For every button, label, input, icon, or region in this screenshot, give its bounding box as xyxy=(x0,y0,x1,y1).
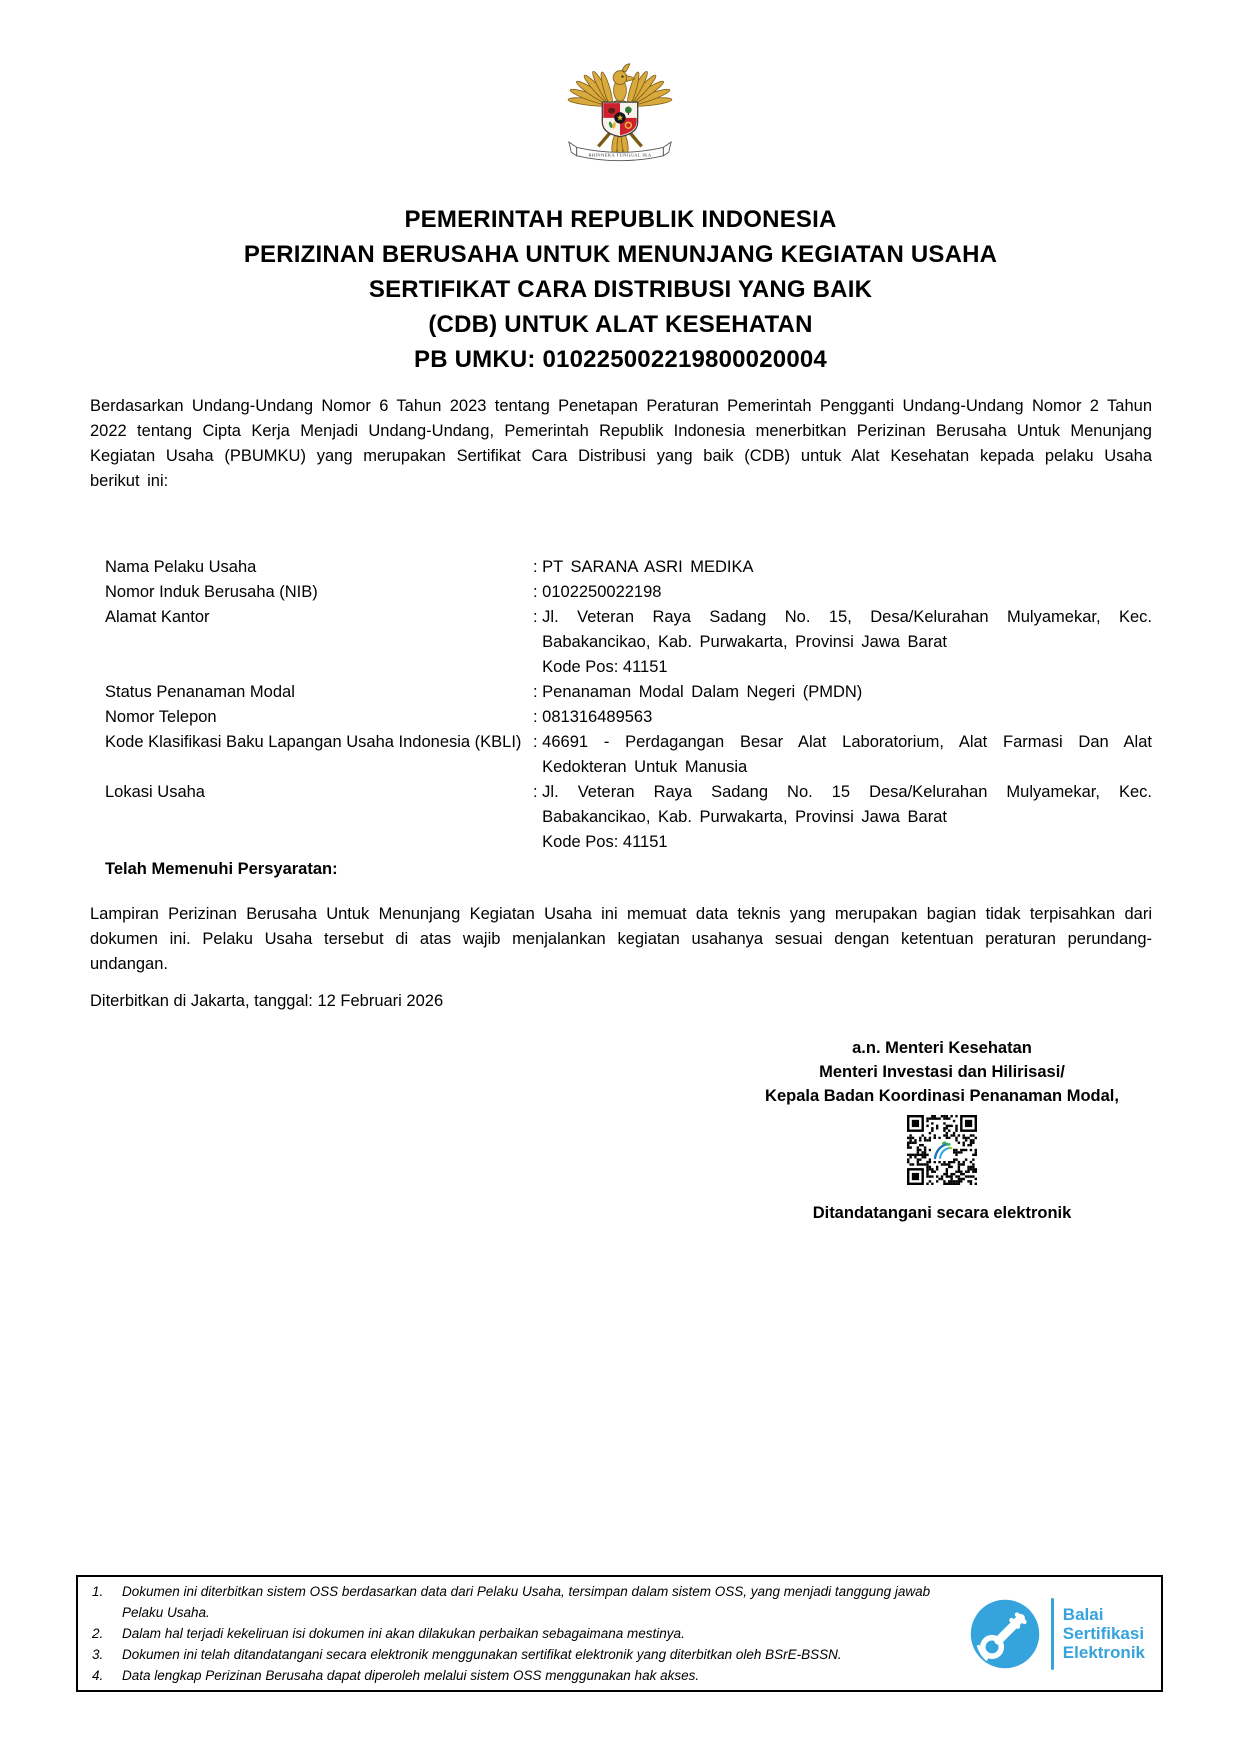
signature-line-an-menteri: a.n. Menteri Kesehatan xyxy=(852,1039,1032,1057)
garuda-pancasila-emblem xyxy=(561,56,679,168)
emblem-motto: BHINNEKA TUNGGAL IKA xyxy=(588,152,652,158)
logo-divider xyxy=(1051,1598,1054,1670)
colon: : xyxy=(533,608,543,626)
colon: : xyxy=(533,683,543,701)
intro-paragraph: Berdasarkan Undang-Undang Nomor 6 Tahun 2023 tentang Penetapan Peraturan Pemerintah Pengganti Undang-Undang Nomor 2 Tahun 2022 tentang Cipta Kerja Menjadi Undang-Undang, Pemerintah Republik Indonesia menerbitkan Perizinan Berusaha Untuk Menunjang Kegiatan Usaha (PBUMKU) yang merupakan Sertifikat Cara Distribusi yang baik (CDB) untuk Alat Kesehatan kepada pelaku Usaha berikut ini: xyxy=(90,397,1152,490)
footer-note: Dokumen ini diterbitkan sistem OSS berdasarkan data dari Pelaku Usaha, tersimpan dalam sistem OSS, yang menjadi tanggung jawab Pelaku Usaha. xyxy=(122,1584,931,1620)
field-value-postal-code: Kode Pos: 41151 xyxy=(542,833,668,851)
field-value: Penanaman Modal Dalam Negeri (PMDN) xyxy=(542,683,863,701)
footer-note: Data lengkap Perizinan Berusaha dapat diperoleh melalui sistem OSS menggunakan hak akses. xyxy=(122,1668,700,1683)
star-icon: ★ xyxy=(616,112,624,123)
field-label: Alamat Kantor xyxy=(105,608,210,626)
field-label: Nomor Telepon xyxy=(105,708,217,726)
field-label: Nomor Induk Berusaha (NIB) xyxy=(105,583,318,601)
key-icon xyxy=(968,1597,1042,1671)
qr-code xyxy=(907,1115,977,1185)
field-label: Status Penanaman Modal xyxy=(105,683,295,701)
colon: : xyxy=(533,733,543,751)
bkpm-logo-icon xyxy=(931,1139,953,1161)
business-fields xyxy=(105,555,1152,855)
footer-note: Dokumen ini telah ditandatangani secara elektronik menggunakan sertifikat elektronik yang diterbitkan oleh BSrE-BSSN. xyxy=(122,1647,842,1662)
field-row-nama-pelaku-usaha xyxy=(105,555,1152,580)
field-value: 46691 - Perdagangan Besar Alat Laboratorium, Alat Farmasi Dan Alat Kedokteran Untuk Manusia xyxy=(542,733,1152,776)
field-row-lokasi-usaha xyxy=(105,780,1152,855)
field-value: Jl. Veteran Raya Sadang No. 15, Desa/Kelurahan Mulyamekar, Kec. Babakancikao, Kab. Purwakarta, Provinsi Jawa Barat xyxy=(542,608,1152,651)
title-line-license: PERIZINAN BERUSAHA UNTUK MENUNJANG KEGIATAN USAHA xyxy=(243,241,998,268)
colon: : xyxy=(533,558,543,576)
requirements-heading: Telah Memenuhi Persyaratan: xyxy=(105,860,338,878)
closing-paragraph: Lampiran Perizinan Berusaha Untuk Menunjang Kegiatan Usaha ini memuat data teknis yang merupakan bagian tidak terpisahkan dari dokumen ini. Pelaku Usaha tersebut di atas wajib menjalankan kegiatan usahanya sesuai dengan ketentuan peraturan perundang-undangan. xyxy=(90,905,1152,973)
balai-sertifikasi-elektronik-logo xyxy=(968,1597,1145,1671)
field-row-kbli xyxy=(105,730,1152,780)
title-line-cdb: (CDB) UNTUK ALAT KESEHATAN xyxy=(428,311,813,338)
signature-block xyxy=(728,1036,1156,1225)
issued-line: Diterbitkan di Jakarta, tanggal: 12 Februari 2026 xyxy=(90,992,444,1010)
footer-note: Dalam hal terjadi kekeliruan isi dokumen ini akan dilakukan perbaikan sebagaimana mestinya. xyxy=(122,1626,685,1641)
signature-line-menteri-investasi: Menteri Investasi dan Hilirisasi/ xyxy=(819,1063,1065,1081)
field-value: Jl. Veteran Raya Sadang No. 15 Desa/Kelurahan Mulyamekar, Kec. Babakancikao, Kab. Purwakarta, Provinsi Jawa Barat xyxy=(542,783,1152,826)
title-line-pb-umku: PB UMKU: 010225002219800020004 xyxy=(414,346,827,373)
signature-line-kepala-bkpm: Kepala Badan Koordinasi Penanaman Modal, xyxy=(765,1087,1119,1105)
colon: : xyxy=(533,783,543,801)
footer-notes-box xyxy=(76,1575,1163,1692)
garuda-icon xyxy=(561,56,679,168)
colon: : xyxy=(533,708,543,726)
field-row-nomor-telepon xyxy=(105,705,1152,730)
field-label: Nama Pelaku Usaha xyxy=(105,558,257,576)
field-label: Kode Klasifikasi Baku Lapangan Usaha Indonesia (KBLI) xyxy=(105,733,522,751)
title-line-certificate: SERTIFIKAT CARA DISTRIBUSI YANG BAIK xyxy=(368,276,873,303)
field-value-postal-code: Kode Pos: 41151 xyxy=(542,658,668,676)
balai-logo-text: Balai Sertifikasi Elektronik xyxy=(1062,1605,1145,1662)
colon: : xyxy=(533,583,543,601)
field-value: 0102250022198 xyxy=(542,583,662,601)
footer-notes-list xyxy=(92,1581,968,1686)
document-title-block xyxy=(0,202,1241,377)
title-line-government: PEMERINTAH REPUBLIK INDONESIA xyxy=(404,206,837,233)
signed-electronically-note: Ditandatangani secara elektronik xyxy=(812,1204,1072,1222)
field-label: Lokasi Usaha xyxy=(105,783,205,801)
field-value: 081316489563 xyxy=(542,708,653,726)
field-value: PT SARANA ASRI MEDIKA xyxy=(542,558,754,576)
field-row-nib xyxy=(105,580,1152,605)
field-row-status-penanaman-modal xyxy=(105,680,1152,705)
field-row-alamat-kantor xyxy=(105,605,1152,680)
